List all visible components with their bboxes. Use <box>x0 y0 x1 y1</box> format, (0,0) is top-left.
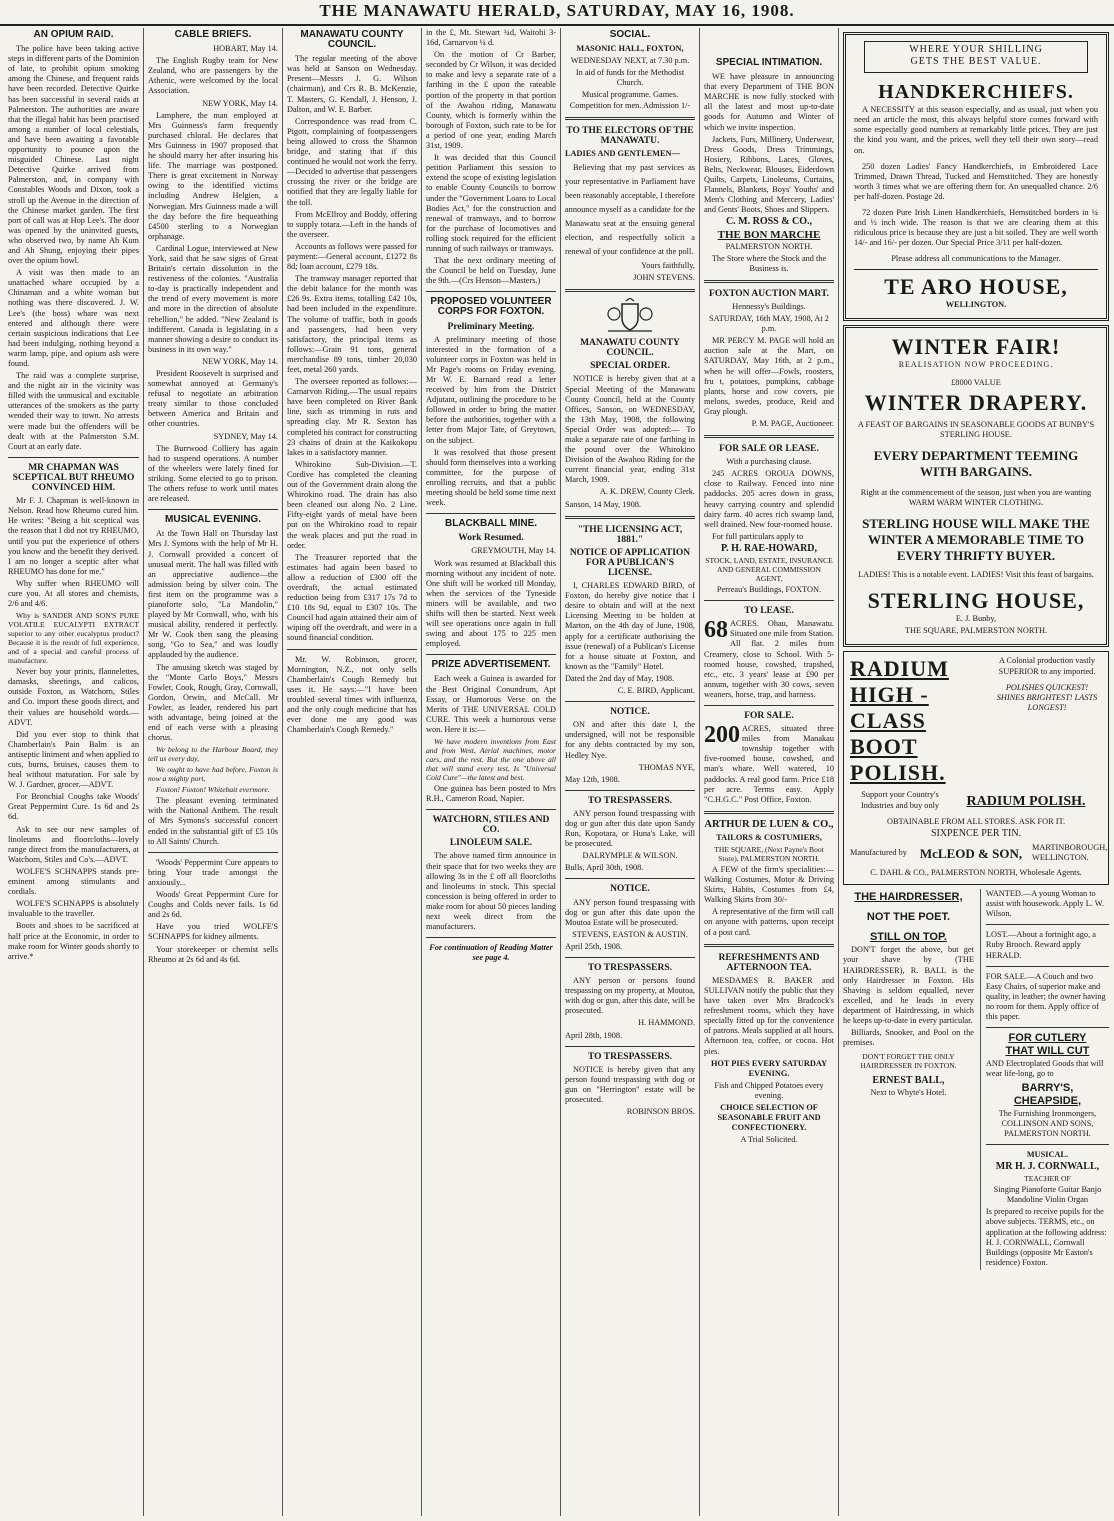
ad-paragraph: Billiards, Snooker, and Pool on the premises. <box>843 1028 974 1048</box>
column-rule <box>421 28 422 1516</box>
article-paragraph: in the £, Mt. Stewart ¾d, Waitohi 3-16d, Carnarvon ¼ d. <box>426 28 556 48</box>
divider <box>426 654 556 655</box>
article-paragraph: The regular meeting of the above was held at Sanson on Wednesday. Present—Messrs J. G. Wilson (chairman), and Crs R. B. McKenzie, T. Masters, G. Kendall, J. Henson, J. Dalton, and W. E. Barber. <box>287 54 417 114</box>
column-6 <box>704 28 834 1516</box>
electors-greeting: LADIES AND GENTLEMEN— <box>565 148 680 158</box>
article-paragraph: Boots and shoes to be sacrificed at half price at the Economic, in order to make room for Winter goods shortly to arrive.* <box>8 921 139 961</box>
ad-date: SATURDAY, 16th MAY, 1908, At 2 p.m. <box>709 314 829 334</box>
divider <box>565 117 695 120</box>
divider <box>565 878 695 879</box>
divider <box>8 457 139 458</box>
radium-side: A Colonial production vastly SUPERIOR to any imported. <box>998 656 1096 676</box>
ad-tagline: The Store where the Stock and the Business is. <box>711 253 827 273</box>
musical-title: MUSICAL. <box>1026 1149 1069 1159</box>
divider <box>426 937 556 938</box>
ad-choice: CHOICE SELECTION OF SEASONABLE FRUIT AND CONFECTIONERY. <box>717 1102 821 1133</box>
article-paragraph: Mr F. J. Chapman is well-known in Nelson. Read how Rheumo cured him. He writes: "Being a bit sceptical was the reason that I did not try RHEUMO, until you put the experience of others you know and the benefit they derived. I am no longer a sceptic after what RHEUMO has done for me." <box>8 496 139 576</box>
ad-firm-rae-howard: P. H. RAE-HOWARD, <box>720 542 818 554</box>
classified-for-sale: FOR SALE.—A Couch and two Easy Chairs, of superior make and quality, in leather; the owner having no room for them. Apply office of this paper. <box>985 971 1106 1022</box>
ad-sign: P. M. PAGE, Auctioneer. <box>751 419 834 428</box>
masthead: THE MANAWATU HERALD, SATURDAY, MAY 16, 1908. <box>0 0 1114 26</box>
notice-paragraph: ON and after this date I, the undersigned, will not be responsible for any debts contracted by my son, Hedley Nye. <box>565 720 695 760</box>
ad-subtitle: With a purchasing clause. <box>726 457 812 467</box>
ad-trial: A Trial Solicited. <box>740 1135 798 1145</box>
radium-line: HIGH - CLASS <box>850 682 929 734</box>
article-title-linoleum: LINOLEUM SALE. <box>449 838 533 849</box>
column-rule <box>143 28 144 1516</box>
article-paragraph: Have you tried WOLFE'S SCHNAPPS for kidney ailments. <box>148 922 278 942</box>
winter-fair-title: WINTER FAIR! <box>891 333 1061 359</box>
article-paragraph: The Treasurer reported that the estimates had again been based to allow a reduction of £300 off the overdraft, the actual estimated reduction being from £317 17s 7d to £10 18s 9d, equal to £307 10s. The Council had again attained their aim of wiping off the overdraft, and were in a sound financial condition. <box>287 552 417 643</box>
ad-subtitle: Hennessy's Buildings. <box>732 301 806 311</box>
ad-paragraph: A NECESSITY at this season especially, and as usual, just when you need an article the most, this always helpful store comes forward with some especially good numbers at remarkably little prices. They are just the kind you want, and the prices, well they tell their own story—read on. <box>854 105 1098 155</box>
article-subtitle: Work Resumed. <box>458 533 524 544</box>
social-aid: In aid of funds for the Methodist Church. <box>575 68 685 88</box>
divider <box>704 944 834 947</box>
notice-date: April 25th, 1908. <box>565 941 623 951</box>
dateline: NEW YORK, May 14. <box>202 356 278 366</box>
ad-location: PALMERSTON NORTH. <box>725 241 813 251</box>
radium-manufacturer: McLEOD & SON, <box>919 845 1023 861</box>
notice-date: April 28th, 1908. <box>565 1030 623 1040</box>
radium-stores: OBTAINABLE FROM ALL STORES. ASK FOR IT. <box>886 816 1066 826</box>
article-paragraph: A visit was then made to an unattached whare occupied by a Chinaman and a white woman but nothing was there discovered. J. W. Lee's (the boss) whare was next entered and although there were certain suspicious indications that Lee had been indulging, nothing beyond a warm lamp, pipe, and opium ash were found. <box>8 268 139 368</box>
divider <box>986 1144 1109 1145</box>
ad-paragraph: ACRES, situated three miles from Manakau township together with five-roomed house, cowshed, and man's whare. Well watered, 10 paddocks. A real good farm. Price £18 per acre. Terms easy. Apply "C.H.G.C." Post Office, Foxton. <box>704 724 834 804</box>
barrys: BARRY'S, <box>1021 1081 1074 1094</box>
article-paragraph: A preliminary meeting of those interested in the formation of a volunteer corps in Foxton was held in Mr Page's rooms on Friday evening. Mr W. E. Barnard read a letter received by him from the District Adjutant, outlining the procedure to be followed in order to bring the matter before the authorities, together with a letter from Major Tate, of Greytown, on the subject. <box>426 334 556 445</box>
ad-title-trespassers: TO TRESPASSERS. <box>588 963 672 973</box>
radium-side: POLISHES QUICKEST! SHINES BRIGHTEST! LASTS LONGEST! <box>996 682 1098 712</box>
ernest-address: Next to Whyte's Hotel. <box>870 1088 947 1098</box>
article-paragraph: Your storekeeper or chemist sells Rheumo at 2s 6d and 4s 6d. <box>148 944 278 964</box>
ad-title-for-sale: FOR SALE. <box>744 710 794 721</box>
ad-subtitle: STOCK, LAND, ESTATE, INSURANCE AND GENERAL COMMISSION AGENT, <box>705 556 833 584</box>
column-3 <box>287 28 417 1516</box>
radium-line: RADIUM <box>850 656 949 682</box>
lease-acres-number: 68 <box>704 617 728 644</box>
ad-manager: Please address all communications to the Manager. <box>891 254 1061 264</box>
winter-drapery-title: WINTER DRAPERY. <box>864 389 1088 415</box>
ad-hot-pies: HOT PIES EVERY SATURDAY EVENING. <box>710 1058 828 1078</box>
notice-sign: A. K. DREW, County Clerk. <box>599 487 695 497</box>
article-title-chapman: MR CHAPMAN WAS SCEPTICAL BUT RHEUMO CONVINCED HIM. <box>12 462 135 494</box>
article-paragraph: Ask to see our new samples of linoleums and floorcloths—lovely range direct from the manufacturers, at Watchorn, Stiles and Co's.—ADVT. <box>8 824 139 864</box>
radium-support: Support your Country's Industries and buy only <box>860 790 940 810</box>
social-when: WEDNESDAY NEXT, at 7.30 p.m. <box>570 56 690 66</box>
radium-line: BOOT POLISH. <box>850 734 946 786</box>
column-rule <box>838 28 839 1516</box>
cutlery-paragraph: AND Electroplated Goods that will wear life-long, go to <box>985 1059 1104 1079</box>
where-line: GETS THE BEST VALUE. <box>910 56 1042 68</box>
article-paragraph: Why suffer when RHEUMO will cure you. At all stores and chemists, 2/6 and 4/6. <box>8 578 139 609</box>
article-paragraph: President Roosevelt is surprised and somewhat annoyed at Germany's refusal to negotiate an arbitration treaty similar to those concluded between America and Britain and other countries. <box>148 369 278 429</box>
divider <box>986 1027 1109 1028</box>
cheapside: CHEAPSIDE, <box>1013 1094 1082 1107</box>
notice-sign: ROBINSON BROS. <box>626 1107 695 1117</box>
divider <box>986 924 1109 925</box>
ad-subtitle-licensing: NOTICE OF APPLICATION FOR A PUBLICAN'S LICENSE. <box>569 547 691 578</box>
notice-sign: THOMAS NYE, <box>638 762 695 772</box>
notice-paragraph: I, CHARLES EDWARD BIRD, of Foxton, do hereby give notice that I desire to obtain and will at the next Licensing Meeting to be holden at Marton, on the 4th day of June, 1908, apply for a certificate authorising the issue (renewal) of a Publican's License for a house situate at Foxton, and known as the "Family" Hotel. <box>565 581 695 671</box>
article-paragraph: One guinea has been posted to Mrs R.H., Cameron Road, Napier. <box>426 784 556 804</box>
divider <box>426 291 556 292</box>
cornwall-instruments: Singing Pianoforte Guitar Banjo Mandoline Violin Organ <box>993 1185 1102 1205</box>
coat-of-arms-icon <box>604 298 656 334</box>
column-4 <box>426 28 556 1516</box>
radium-mfr-address: MARTINBOROUGH, WELLINGTON. <box>1032 842 1108 862</box>
article-paragraph: Cardinal Logue, interviewed at New York, said that he saw signs of Great Britain's certain dissolution in the restiveness of the colonies. "Australia to-day is practically independent and the trend of every movement is more and more in the direction of absolute rebellion," he added. "New Zealand is indifferent. Canada is legislating in a manner showing a desire to conduct its business in its own way." <box>148 243 278 354</box>
article-paragraph: It was resolved that those present should form themselves into a working committee, for the purpose of enrolling recruits, and that a public meeting should be held some time next week. <box>426 447 556 508</box>
sterling-address: THE SQUARE, PALMERSTON NORTH. <box>904 626 1048 636</box>
ad-paragraph: WE have pleasure in announcing that every Department of THE BON MARCHE is now fully stocked with all the latest and most up-to-date goods for Autumn and Winter of which we invite inspection. <box>704 72 834 132</box>
article-paragraph: Each week a Guinea is awarded for the Best Original Conundrum, Apt Essay, or Humorous Verse on the Merits of THE UNIVERSAL COLD CURE. This week a humorous verse won. Here it is:— <box>426 674 556 734</box>
notice-date: Dated the 2nd day of May, 1908. <box>565 673 675 683</box>
article-paragraph: WOLFE'S SCHNAPPS is absolutely invaluable to the traveller. <box>8 899 139 919</box>
notice-paragraph: ANY person found trespassing with dog or gun after this date upon the Moutoa Estate will be prosecuted. <box>565 897 695 927</box>
ad-paragraph: 72 dozen Pure Irish Linen Handkerchiefs, Hemstitched borders in ¼ and ½ inch wide. The reason is that we are clearing them at this ridiculous price is because they are just a bit soiled. They are well worth 14/- and 16/- per dozen. Our Special Price 3/11 per half-dozen. <box>854 208 1098 248</box>
ad-paragraph: MESDAMES R. BAKER and SULLIVAN notify the public that they have taken over Mrs Bradcock's refreshment rooms, which they have specially fitted up for the convenience of patrons. Meals supplied at all hours. Afternoon tea, coffee, or cocoa. Hot pies. <box>704 975 834 1056</box>
hairdresser-title: THE HAIRDRESSER, <box>854 891 963 904</box>
article-subtitle: Preliminary Meeting. <box>447 321 535 332</box>
article-paragraph: The pleasant evening terminated with the National Anthem. The result of Mrs Symons's successful concert ended in the substantial gift of £5 10s to All Saints' Church. <box>148 796 278 846</box>
ad-paragraph: Jackets, Furs, Millinery, Underwear, Dress Goods, Dress Trimmings, Hosiery, Ribbons, Laces, Gloves, Belts, Neckwear, Blouses, Eiderdown Quilts, Carpets, Linoleums, Curtains, Flannels, Blankets, Boys' Youths' and Men's Clothing and Mercery, Ladies' and Gents' Boots, Shoes and Slippers. <box>704 134 834 215</box>
column-1 <box>8 28 139 1516</box>
still-on-top: STILL ON TOP. <box>869 931 947 944</box>
ad-paragraph: A FEW of the firm's specialities:— Walking Costumes, Motor & Driving Skirts, Habits, Costumes from £4, Walking Skirts from 30/- <box>704 865 834 905</box>
divider <box>704 600 834 601</box>
dateline: HOBART, May 14. <box>213 44 278 54</box>
divider <box>148 852 278 853</box>
ad-subtitle-special-order: SPECIAL ORDER. <box>590 361 670 372</box>
classified-lost: LOST.—About a fortnight ago, a Ruby Brooch. Reward apply HERALD. <box>985 930 1096 960</box>
article-paragraph: The English Rugby team for New Zealand, who are passengers by the Athenic, were welcomed by the local Association. <box>148 56 278 96</box>
notice-paragraph: ANY person or persons found trespassing on my property, at Moutoa, with dog or gun, after this date, will be prosecuted. <box>565 976 695 1016</box>
notice-date: Sanson, 14 May, 1908. <box>565 499 641 509</box>
divider <box>287 649 417 650</box>
article-title-prize: PRIZE ADVERTISEMENT. <box>431 659 551 671</box>
article-paragraph: 'Woods' Peppermint Cure appears to bring Your trade amongst the anxiously... <box>148 857 278 887</box>
dateline: SYDNEY, May 14. <box>213 431 278 441</box>
article-title-council: MANAWATU COUNTY COUNCIL. <box>300 29 404 51</box>
classifieds <box>980 889 1109 1270</box>
article-paragraph: Whirokino Sub-Division.—T. Cordive has completed the cleaning out of the Government drain along the Whirokino road. The drain has also been cleaned out along No. 2 Line. Fifty-eight yards of metal have been put on the Whirokino road to repair the weak places and put the road in order. <box>287 459 417 550</box>
dateline: NEW YORK, May 14. <box>202 98 278 108</box>
cutlery-title: FOR CUTLERY <box>1008 1032 1087 1045</box>
article-paragraph: From McEllroy and Boddy, offering to supply totara.—Left in the hands of the overseer. <box>287 209 417 239</box>
notice-paragraph: NOTICE is hereby given that at a Special Meeting of the Manawatu County Council, held at the County Offices, Sanson, on WEDNESDAY, the 13th May, 1908, the following Special Order was adopted:— To make a separate rate of one farthing in the pound over the Whirokino Division of the Awahou Riding for the current financial year, ending 31st March, 1909. <box>565 374 695 485</box>
notice-paragraph: ANY person found trespassing with dog or gun after this date upon Sandy Run, Kopotara, or Huna's Lake, will be prosecuted. <box>565 808 695 849</box>
divider <box>565 289 695 292</box>
ad-paragraph: For full particulars apply to <box>712 531 804 541</box>
ad-bon-marche: THE BON MARCHE <box>717 228 821 241</box>
sale-acres-number: 200 <box>704 722 740 749</box>
te-aro-location: WELLINGTON. <box>945 299 1007 309</box>
fair-ladies: LADIES! This is a notable event. LADIES! Visit this feast of bargains. <box>858 570 1094 580</box>
article-paragraph: The amusing sketch was staged by the "Monte Carlo Boys," Messrs Fowler, Cook, Rough, Gray, Cornwall, Gordon, Orwin, and McCall. Mr Fowler, as leader, rendered his part with advantage, being joined at the end of each verse with a pleasing chorus. <box>148 662 278 743</box>
fair-subtitle: REALISATION NOW PROCEEDING. <box>898 359 1054 369</box>
article-paragraph: Never buy your prints, flannelettes, damasks, sheetings, and calicos, outside Foxton, as Watchorn, Stiles and Co. import these goods direct, and their values are household words.—ADVT. <box>8 667 139 727</box>
where-line: WHERE YOUR SHILLING <box>909 44 1043 55</box>
continuation-note: For continuation of Reading Matter see page 4. <box>429 943 553 963</box>
article-paragraph: Correspondence was read from C. Pigott, complaining of footpassengers being allowed to cross the Shannon bridge, and stating that if this continued he would not work the ferry.—Decided to advertise that passengers crossing the river or the bridge are notified that they are legally liable for the toll. <box>287 116 417 207</box>
divider <box>565 1046 695 1047</box>
divider <box>565 701 695 702</box>
article-paragraph: It was decided that this Council petition Parliament this session to extend the scope of existing legislation to enable County Councils to borrow under the "Government Loans to Local Bodies Act," for the construction and renewal of tramways, and to borrow for the purchase of locomotives and rolling stock required for the efficient running of such railways or tramways. <box>426 153 556 253</box>
te-aro-ad <box>843 32 1109 321</box>
article-paragraph: That the next ordinary meeting of the Council be held on Tuesday, June the 9th.—(Crs Henson—Masters.) <box>426 256 556 286</box>
furnishing: The Furnishing Ironmongers, COLLINSON AND SONS, PALMERSTON NORTH. <box>998 1108 1097 1138</box>
ad-address: THE SQUARE, (Next Payne's Boot Store), PALMERSTON NORTH. <box>714 845 824 863</box>
verse-line: Foxton! Foxton! Whitebait evermore. <box>156 785 270 795</box>
article-paragraph: The above named firm announce in their space that for two weeks they are allowing 3s in the £ off all floorcloths and linoleums in stock. This special concession is being offered in order to make room for about 50 pieces landing next week direct from the manufacturers. <box>426 851 556 932</box>
electors-sign: Yours faithfully, <box>641 260 695 270</box>
fair-sterling: STERLING HOUSE WILL MAKE THE WINTER A MEMORABLE TIME TO EVERY THRIFTY BUYER. <box>862 516 1090 564</box>
divider <box>704 705 834 706</box>
verse-line: We ought to have had before, Foxton is now a mighty port, <box>148 765 278 784</box>
article-paragraph: For Bronchial Coughs take Woods' Great Peppermint Cure. 1s 6d and 2s 6d. <box>8 792 139 822</box>
divider <box>986 966 1109 967</box>
ad-title-electors: TO THE ELECTORS OF THE MANAWATU. <box>566 125 694 146</box>
article-title-musical-evening: MUSICAL EVENING. <box>165 514 261 526</box>
notice-sign: C. E. BIRD, Applicant. <box>617 686 695 696</box>
classified-wanted: WANTED.—A young Woman to assist with housework. Apply L. W. Wilson. <box>985 889 1104 919</box>
article-paragraph: The Burrwood Colliery has again had to suspend operations. A number of the wheelers were lately fined for striking. Some elected to go to prison. The others refuse to work until mates are released. <box>148 443 278 504</box>
divider <box>704 435 834 438</box>
fair-every-department: EVERY DEPARTMENT TEEMING WITH BARGAINS. <box>873 447 1079 479</box>
article-title-volunteer: PROPOSED VOLUNTEER CORPS FOR FOXTON. <box>430 296 552 318</box>
hair-forget: DON'T FORGET THE ONLY HAIRDRESSER IN FOXTON. <box>860 1052 957 1071</box>
ad-paragraph: DON'T forget the above, but get your shave by (THE HAIRDRESSER), R. BALL is the only Hairdresser in Foxton. His Shaving is seldom equalled, never excelled, and he leads in every department of Hairdressing, in which he keeps up-to-date in every particular. <box>843 945 974 1026</box>
notice-date: Bulls, April 30th, 1908. <box>565 863 644 873</box>
notice-sign: DALRYMPLE & WILSON. <box>582 851 678 861</box>
te-aro-title: TE ARO HOUSE, <box>854 269 1098 300</box>
cutlery-title: THAT WILL CUT <box>1005 1045 1090 1058</box>
ad-title-licensing: "THE LICENSING ACT, 1881." <box>577 524 683 545</box>
ad-subtitle: TAILORS & COSTUMIERS, <box>716 832 822 842</box>
cornwall-name: MR H. J. CORNWALL, <box>995 1161 1100 1173</box>
fair-feast: A FEAST OF BARGAINS IN SEASONABLE GOODS AT BUNBY'S STERLING HOUSE. <box>857 419 1095 439</box>
radium-mfr-pre: Manufactured by <box>850 847 907 857</box>
article-paragraph: Work was resumed at Blackball this morning without any incident of note. One shift will be worked till Monday, when the services of the Tyneside miners will be available, and two shifts will then be started. Next week will see operations once again in full swing and about 175 to 225 men employed. <box>426 558 556 649</box>
fair-value: £8000 VALUE <box>951 377 1001 387</box>
verse: We have modern inventions from East and from West, Aerial machines, motor cars, and the rest. But the one above all that will stand every test, Is "Universal Cold Cure"—the latest and best. <box>426 737 556 782</box>
article-paragraph: Accounts as follows were passed for payment:—General account, £1272 8s 8d; loan account, £279 18s. <box>287 241 417 272</box>
article-paragraph: Mr. W. Robinson, grocer, Mornington, N.Z., not only sells Chamberlain's Cough Remedy but uses it. He says:—"I have been troubled several times with influenza, and the only cough medicine that has ever done me any good was Chamberlain's Cough Remedy." <box>287 654 417 735</box>
ad-paragraph: 245 ACRES OROUA DOWNS, close to Railway. Fenced into nine paddocks. 205 acres down in grass, heavy carrying country and splendid dairy farm. 40 acres rich swamp land, well drained. New four-roomed house. <box>704 469 834 529</box>
article-paragraph: The police have been taking active steps in different parts of the Dominion of late, to prohibit opium smoking among the Chinese, and frequent raids have been recorded. Detective Quirke has been successful in several raids at Palmerston. The authorities are aware that the illegal habit has been practised among a number of local celestials, and have been awaiting a favorable opportunity to pounce upon the misguided Chinese. Last night Detective Quirke arrived from Palmerston, and, in company with Constables Woods and Dixon, took a stroll up the Avenue in the direction of the Chinese market garden. The first port of call was at Hop Lee's. The door was opened by the uninvited guests, who observed two, by name Ah Kum and Ah Shung, enjoying their pipes over the opium bowl. <box>8 44 139 266</box>
article-paragraph: On the motion of Cr Barber, seconded by Cr Wilson, it was decided to make and levy a separate rate of a farthing in the £ upon the rateable portion of the property in that portion of the Awahou riding, Manawatu County, which is formerly within the borough of Foxton, such rate to be for a period of one year, ending March 31st, 1909. <box>426 50 556 151</box>
ad-paragraph: ACRES. Ohau, Manawatu. Situated one mile from Station. All flat. 2 miles from Creamery, close to School. With 5-roomed house, cowshed, trapshed, etc., etc. 3 years' lease at £90 per annum, together with 30 cows, seven weaners, horse, trap, and harness. <box>704 619 834 699</box>
ad-fish: Fish and Chipped Potatoes every evening. <box>714 1080 824 1100</box>
divider <box>704 280 834 283</box>
divider <box>426 513 556 514</box>
sterling-owner: E. J. Bunby, <box>955 614 997 624</box>
article-paragraph: The raid was a complete surprise, and the night air in the vicinity was filled with the unmusical and excitable utterances of the smokers as the party wended their way to town. No arrests were made but the offenders will be dealt with at the Palmerston S.M. Court at an early date. <box>8 371 139 451</box>
firm-name: WATCHORN, STILES AND CO. <box>432 815 550 836</box>
article-paragraph: Did you ever stop to think that Chamberlain's Pain Balm is an antiseptic liniment and when applied to cuts, burns, bruises, causes them to heal without maturation. For sale by W. J. Gardner, grocer.—ADVT. <box>8 729 139 790</box>
sterling-house-ad <box>843 325 1109 648</box>
ad-title-refreshments: REFRESHMENTS AND AFTERNOON TEA. <box>718 952 820 973</box>
radium-agents: C. DAHL & CO., PALMERSTON NORTH, Wholesale Agents. <box>870 868 1082 877</box>
dateline: GREYMOUTH, May 14. <box>471 546 556 556</box>
article-paragraph: Why is SANDER AND SON'S PURE VOLATILE EUCALYPTI EXTRACT superior to any other eucalyptus product? Because it is the result of full experience, and of a special and careful process of manufacture. <box>8 611 139 666</box>
radium-polish-name: RADIUM POLISH. <box>966 793 1086 809</box>
article-paragraph: The overseer reported as follows:—Carnarvon Riding.—The usual repairs have been completed on River Bank line, such as trimming in ruts and spreading clay. Mr R. Sexton has completed his contract for constructing 23 chains of drain at the Kaikokopu lakes in a satisfactory manner. <box>287 377 417 457</box>
not-the-poet: NOT THE POET. <box>866 911 951 924</box>
cornwall-paragraph: Is prepared to receive pupils for the above subjects. TERMS, etc., on application at the following address: H. J. CORNWALL, Cornwall Buildings (opposite Mr Easton's residence) Foxton. <box>985 1207 1107 1267</box>
ad-paragraph: 250 dozen Ladies' Fancy Handkerchiefs, in Embroidered Lace Trimmed, Drawn Thread, Tucked and Hemstitched. They are honestly worth 3 times what we are offering them for. An unequalled chance. 2/6 per half-dozen. Postage 2d. <box>854 161 1098 201</box>
column-rule <box>282 28 283 1516</box>
notice-date: May 12th, 1908. <box>565 774 620 784</box>
ad-address: Perreau's Buildings, FOXTON. <box>716 585 822 595</box>
sterling-house-title: STERLING HOUSE, <box>867 588 1085 614</box>
electors-paragraph: Believing that my past services as your representative in Parliament have been reasonably acceptable, I therefore announce myself as a candidate for the Manawatu seat at the ensuing general election, and respectfully solicit a renewal of your confidence at the poll. <box>565 162 695 256</box>
ad-title-special-intimation: SPECIAL INTIMATION. <box>715 57 823 68</box>
article-paragraph: The tramway manager reported that the debit balance for the month was £26 9s. Extra items, totalling £42 10s, had been included in the expenditure. The volume of traffic, both in goods and passengers, had been very satisfactory, the principal items as follows:—Grain 91 tons, general merchandise 89 tons, timber 20,030 feet, metal 260 yards. <box>287 274 417 374</box>
ad-title-social: SOCIAL. <box>609 29 651 40</box>
divider <box>426 809 556 810</box>
divider <box>565 516 695 519</box>
verse-line: We belong to the Harbour Board, they tell us every day, <box>148 745 278 764</box>
column-2 <box>148 28 278 1516</box>
notice-sign: STEVENS, EASTON & AUSTIN. <box>572 929 688 939</box>
article-paragraph: WOLFE'S SCHNAPPS stands pre-eminent among stimulants and cordials. <box>8 866 139 897</box>
divider <box>704 811 834 814</box>
cornwall-teacher: TEACHER OF <box>1024 1174 1071 1184</box>
ad-title-auction: FOXTON AUCTION MART. <box>709 288 829 299</box>
ad-paragraph: A representative of the firm will call on anyone with patterns, upon receipt of a post card. <box>704 907 834 937</box>
article-paragraph: Woods' Great Peppermint Cure for Coughs and Colds never fails. 1s 6d and 2s 6d. <box>148 890 278 920</box>
radium-ad <box>843 651 1109 885</box>
ad-title-notice: NOTICE. <box>610 884 650 895</box>
radium-price: SIXPENCE PER TIN. <box>930 827 1022 839</box>
article-paragraph: At the Town Hall on Thursday last Mrs J. Symons with the help of Mr H. J. Cornwall provided a concert of unusual merit. The hall was filled with an appreciative audience—the admission being by silver coin. The first item on the programme was a pianoforte solo, "La Mandolin," played by Mr Cornwall, who, with his musical ability, rendered it perfectly. Mr W. Cook then sang the pleasing song, "Go to Sea," and was loudly applauded by the audience. <box>148 529 278 660</box>
social-items: Musical programme. Games. Competition for men. Admission 1/- <box>569 90 691 110</box>
column-rule <box>560 28 561 1516</box>
article-title-blackball: BLACKBALL MINE. <box>444 518 538 530</box>
ad-title-notice: NOTICE. <box>610 707 650 718</box>
ad-title-de-luen: ARTHUR DE LUEN & CO., <box>704 818 834 830</box>
handkerchiefs-title: HANDKERCHIEFS. <box>878 81 1074 104</box>
column-7 <box>843 28 1109 1516</box>
ad-title-for-sale-lease: FOR SALE OR LEASE. <box>719 444 819 455</box>
fair-right: Right at the commencement of the season, just when you are wanting WARM WARM WINTER CLOTHING. <box>860 487 1092 508</box>
article-title-opium-raid: AN OPIUM RAID. <box>33 29 114 40</box>
ad-title-to-lease: TO LEASE. <box>744 606 794 617</box>
ad-paragraph: MR PERCY M. PAGE will hold an auction sale at the Mart, on SATURDAY, May 16th, at 2 p.m., when he will offer—Fowls, roosters, fru t, potatoes, pumpkins, cabbage plants, horse and cow covers, pie melons, swedes, produce, Reid and Gray plough. <box>704 336 834 416</box>
ad-title-county-council: MANAWATU COUNTY COUNCIL. <box>580 338 680 359</box>
electors-sign: JOHN STEVENS. <box>633 273 695 283</box>
column-5 <box>565 28 695 1516</box>
divider <box>148 509 278 510</box>
social-hall: MASONIC HALL, FOXTON, <box>576 44 684 54</box>
article-paragraph: Lamphere, the man employed at Mrs Guinness's farm frequently purchased chloral. He declares that Mrs Guinness in 1907 proposed that he should marry her after insuring his life. The marriage was postponed. There is great excitement in Norway owing to the identified victims including Andrew Helgien, a Norwegian. Mrs Guinness made a will the day before the fire bequeathing £4500 sterling to a Norwegian orphanage. <box>148 110 278 241</box>
column-rule <box>699 28 700 1516</box>
divider <box>565 957 695 958</box>
article-title-cable-briefs: CABLE BRIEFS. <box>174 29 252 40</box>
notice-paragraph: NOTICE is hereby given that any person found trespassing with dog or gun on "Herrington" estate will be prosecuted. <box>565 1064 695 1105</box>
ernest-ball: ERNEST BALL, <box>872 1075 945 1087</box>
hairdresser-ad <box>843 889 974 1270</box>
ad-firm-ross: C. M. ROSS & CO., <box>725 216 813 228</box>
ad-title-trespassers: TO TRESPASSERS. <box>588 795 672 806</box>
ad-title-trespassers: TO TRESPASSERS. <box>588 1051 672 1062</box>
divider <box>565 790 695 791</box>
notice-sign: H. HAMMOND. <box>638 1018 695 1028</box>
